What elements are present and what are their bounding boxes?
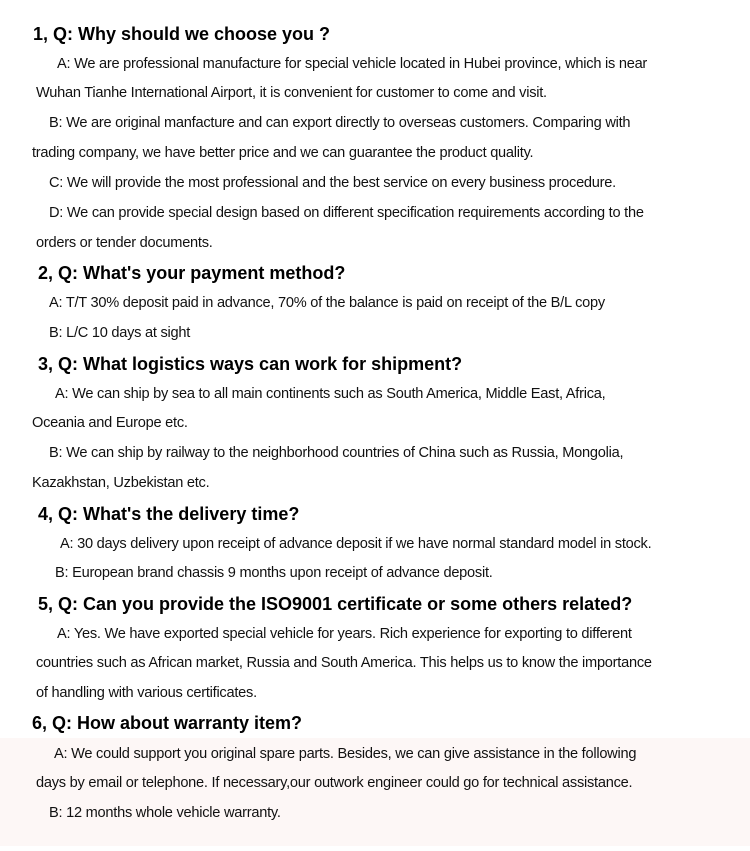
faq-answer-line: trading company, we have better price and we can guarantee the product quality. <box>32 145 534 161</box>
faq-answer-line: B: We are original manfacture and can export directly to overseas customers. Comparing with <box>49 115 631 131</box>
faq-answer-line: A: We can ship by sea to all main continents such as South America, Middle East, Africa, <box>55 386 606 402</box>
faq-answer-line: D: We can provide special design based on different specification requirements according to the <box>49 205 644 221</box>
faq-answer-line: B: L/C 10 days at sight <box>49 325 191 341</box>
faq-answer-line: countries such as African market, Russia and South America. This helps us to know the importance <box>36 655 652 671</box>
faq-answer-line: A: We could support you original spare parts. Besides, we can give assistance in the following <box>54 746 637 762</box>
faq-answer-line: A: Yes. We have exported special vehicle for years. Rich experience for exporting to different <box>57 626 632 642</box>
faq-answer-line: orders or tender documents. <box>36 235 213 251</box>
faq-question-3: 3, Q: What logistics ways can work for shipment? <box>38 354 463 374</box>
faq-question-4: 4, Q: What's the delivery time? <box>38 504 300 524</box>
faq-answer-line: of handling with various certificates. <box>36 685 257 701</box>
faq-question-1: 1, Q: Why should we choose you ? <box>33 24 331 44</box>
faq-answer-line: B: We can ship by railway to the neighborhood countries of China such as Russia, Mongolia, <box>49 445 624 461</box>
faq-answer-line: Oceania and Europe etc. <box>32 415 188 431</box>
faq-question-5: 5, Q: Can you provide the ISO9001 certificate or some others related? <box>38 594 633 614</box>
faq-answer-line: Wuhan Tianhe International Airport, it is convenient for customer to come and visit. <box>36 85 547 101</box>
faq-answer-line: B: 12 months whole vehicle warranty. <box>49 805 281 821</box>
faq-question-6: 6, Q: How about warranty item? <box>32 713 303 733</box>
faq-answer-line: days by email or telephone. If necessary,our outwork engineer could go for technical assistance. <box>36 775 633 791</box>
faq-question-2: 2, Q: What's your payment method? <box>38 263 346 283</box>
faq-answer-line: B: European brand chassis 9 months upon receipt of advance deposit. <box>55 565 493 581</box>
faq-answer-line: A: We are professional manufacture for special vehicle located in Hubei province, which is near <box>57 56 648 72</box>
faq-answer-line: A: 30 days delivery upon receipt of advance deposit if we have normal standard model in stock. <box>60 536 652 552</box>
faq-answer-line: A: T/T 30% deposit paid in advance, 70% of the balance is paid on receipt of the B/L copy <box>49 295 605 311</box>
faq-answer-line: C: We will provide the most professional and the best service on every business procedure. <box>49 175 616 191</box>
faq-answer-line: Kazakhstan, Uzbekistan etc. <box>32 475 210 491</box>
